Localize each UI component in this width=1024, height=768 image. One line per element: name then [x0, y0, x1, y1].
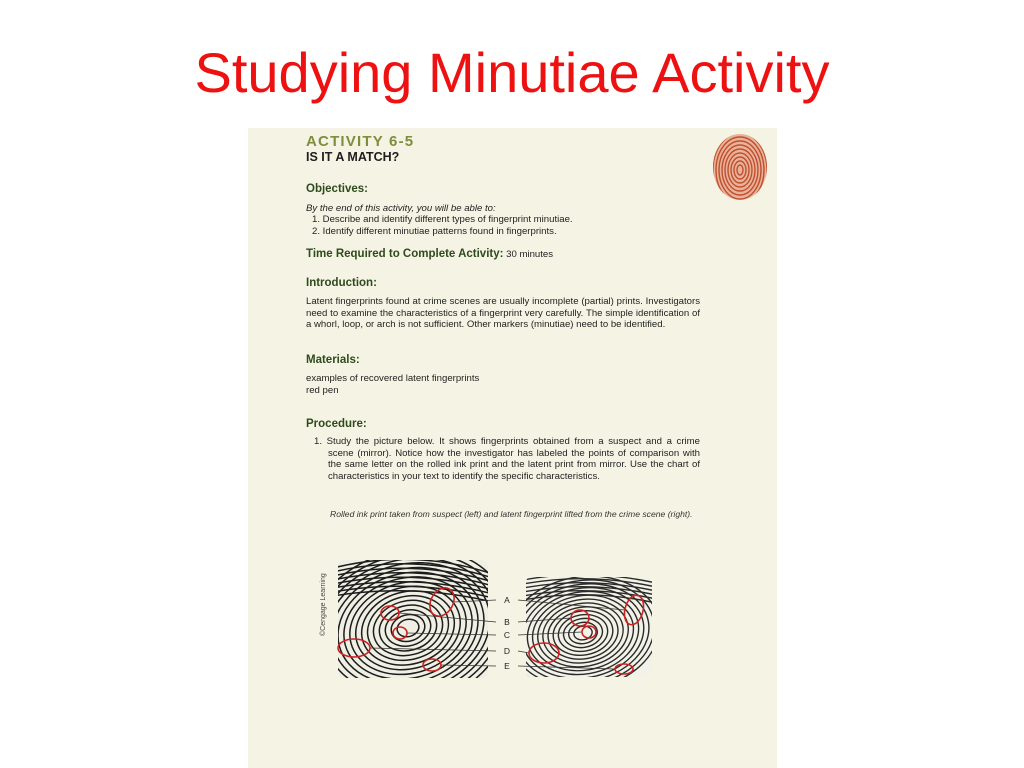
crime-scene-latent-print	[498, 564, 669, 701]
point-label-e: E	[504, 661, 510, 671]
point-label-d: D	[503, 646, 511, 656]
introduction-heading: Introduction:	[306, 277, 377, 289]
fingerprint-comparison-figure	[248, 128, 777, 768]
objectives-heading: Objectives:	[306, 183, 368, 195]
activity-page	[248, 128, 777, 768]
figure-caption: Rolled ink print taken from suspect (left) and latent fingerprint lifted from the crime scene (right).	[330, 509, 693, 519]
objective-item: 1. Describe and identify different types of fingerprint minutiae.	[312, 214, 573, 225]
objective-item: 2. Identify different minutiae patterns found in fingerprints.	[312, 225, 557, 237]
introduction-text: Latent fingerprints found at crime scenes are usually incomplete (partial) prints. Investigators need to examine the characteristics of a fingerprint very carefully. The simple identification of a whorl, loop, or arch is not sufficient. Other markers (minutiae) need to be identified.	[306, 296, 700, 331]
procedure-heading: Procedure:	[306, 418, 367, 430]
activity-number: ACTIVITY 6-5	[306, 133, 415, 150]
point-label-a: A	[504, 595, 510, 605]
figure-credit: ©Cengage Learning	[320, 573, 327, 636]
activity-name: IS IT A MATCH?	[306, 150, 400, 164]
material-item: examples of recovered latent fingerprints	[306, 373, 480, 384]
point-label-c: C	[503, 630, 511, 640]
materials-heading: Materials:	[306, 354, 360, 366]
point-label-b: B	[504, 617, 510, 627]
objectives-intro: By the end of this activity, you will be able to:	[306, 203, 496, 214]
time-value: 30 minutes	[506, 249, 554, 260]
time-heading: Time Required to Complete Activity:	[306, 248, 504, 260]
procedure-step: 1. Study the picture below. It shows fingerprints obtained from a suspect and a crime scene (mirror). Notice how the investigator has labeled the points of comparison with the same letter on the rolled ink print and the latent print from mirror. Use the chart of characteristics in your text to identify the specific characteristics.	[314, 436, 700, 482]
material-item: red pen	[306, 384, 339, 396]
suspect-ink-print	[290, 527, 525, 729]
slide-title: Studying Minutiae Activity	[194, 41, 830, 104]
